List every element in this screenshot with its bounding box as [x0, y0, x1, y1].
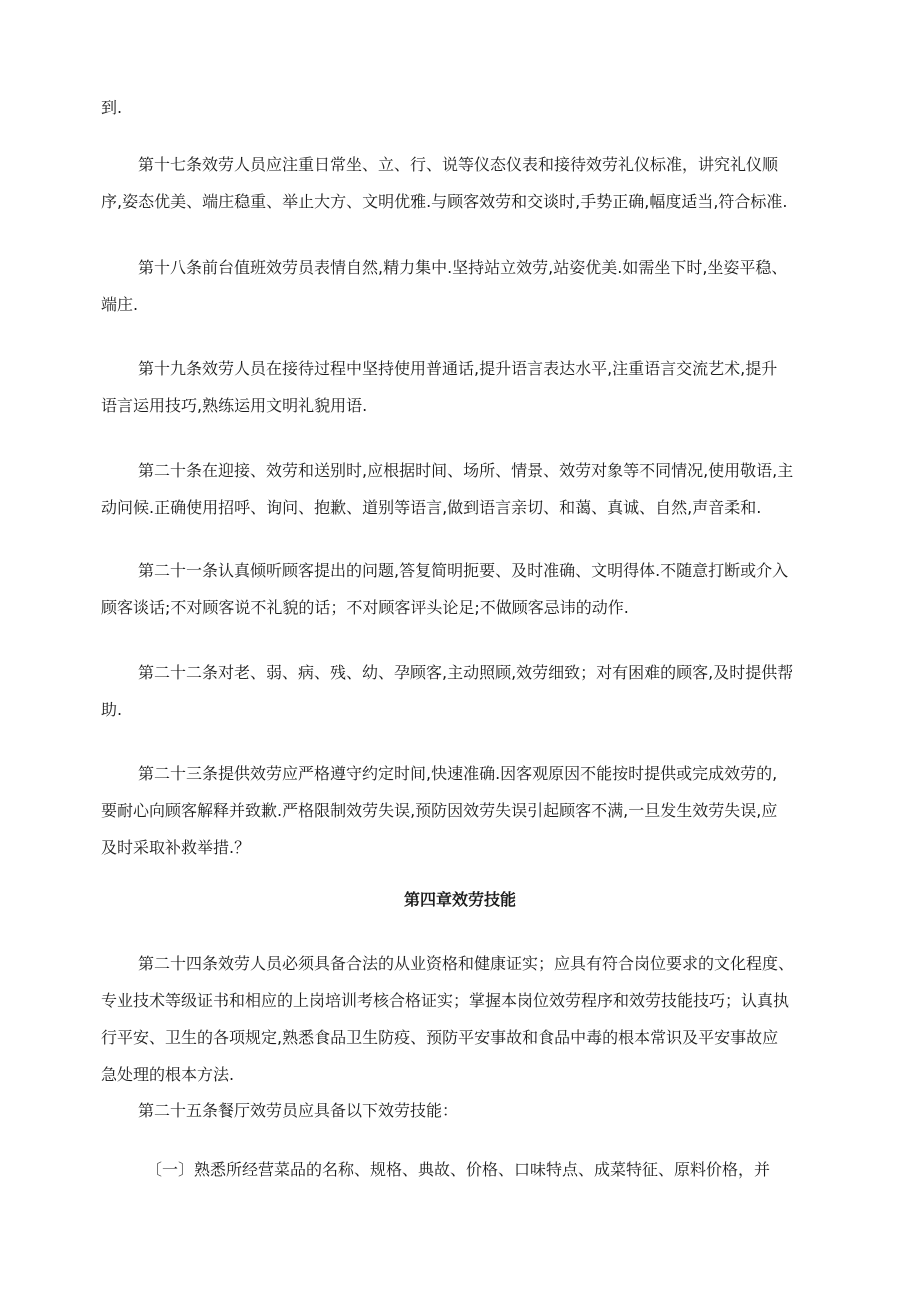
text-line: 助.	[101, 700, 123, 719]
article-17	[101, 146, 831, 220]
article-22	[101, 654, 831, 728]
text-line: 第二十四条效劳人员必须具备合法的从业资格和健康证实；应具有符合岗位要求的文化程度、	[138, 954, 795, 973]
text-line: 〔一〕熟悉所经营菜品的名称、规格、典故、价格、口味特点、成菜特征、原料价格，并	[146, 1160, 771, 1179]
text-line: 端庄.	[101, 295, 139, 314]
article-24	[101, 945, 831, 1093]
chapter-heading: 第四章效劳技能	[403, 890, 516, 909]
article-20	[101, 452, 831, 526]
text-line: 专业技术等级证书和相应的上岗培训考核合格证实；掌握本岗位效劳程序和效劳技能技巧；认真执	[101, 991, 790, 1010]
text-line: 语言运用技巧,熟练运用文明礼貌用语.	[101, 396, 368, 415]
text-line: 动问候.正确使用招呼、询问、抱歉、道别等语言,做到语言亲切、和蔼、真诚、自然,声音柔和.	[101, 498, 762, 517]
list-item-1	[101, 1151, 831, 1188]
text-line: 及时采取补救举措.？	[101, 838, 251, 857]
text-line: 第二十二条对老、弱、病、残、幼、孕顾客,主动照顾,效劳细致；对有困难的顾客,及时提供帮	[138, 663, 794, 682]
text-line: 第十九条效劳人员在接待过程中坚持使用普通话,提升语言表达水平,注重语言交流艺术,提升	[138, 359, 778, 378]
article-25	[101, 1092, 831, 1129]
text-line: 第二十五条餐厅效劳员应具备以下效劳技能：	[138, 1101, 459, 1120]
article-19	[101, 350, 831, 424]
article-18	[101, 249, 831, 323]
article-21	[101, 552, 831, 626]
text-line: 第十八条前台值班效劳员表情自然,精力集中.坚持站立效劳,站姿优美.如需坐下时,坐姿平稳、	[138, 258, 788, 277]
text-line: 第十七条效劳人员应注重日常坐、立、行、说等仪态仪表和接待效劳礼仪标准，讲究礼仪顺	[138, 155, 779, 174]
text-line: 序,姿态优美、端庄稳重、举止大方、文明优雅.与顾客效劳和交谈时,手势正确,幅度适当,符合标准.	[101, 192, 788, 211]
text-line: 要耐心向顾客解释并致歉.严格限制效劳失误,预防因效劳失误引起顾客不满,一旦发生效劳失误,应	[101, 801, 778, 820]
text-line: 急处理的根本方法.	[101, 1065, 235, 1084]
text-line: 第二十条在迎接、效劳和送别时,应根据时间、场所、情景、效劳对象等不同情况,使用敬语,主	[138, 461, 794, 480]
article-23	[101, 755, 831, 866]
text-line: 第二十三条提供效劳应严格遵守约定时间,快速准确.因客观原因不能按时提供或完成效劳的,	[138, 764, 778, 783]
text-line: 顾客谈话;不对顾客说不礼貌的话；不对顾客评头论足;不做顾客忌讳的动作.	[101, 598, 629, 617]
paragraph-continuation	[101, 89, 831, 126]
text-line: 到.	[101, 98, 123, 117]
text-line: 第二十一条认真倾听顾客提出的问题,答复简明扼要、及时准确、文明得体.不随意打断或介入	[138, 561, 789, 580]
text-line: 行平安、卫生的各项规定,熟悉食品卫生防疫、预防平安事故和食品中毒的根本常识及平安事故应	[101, 1028, 779, 1047]
